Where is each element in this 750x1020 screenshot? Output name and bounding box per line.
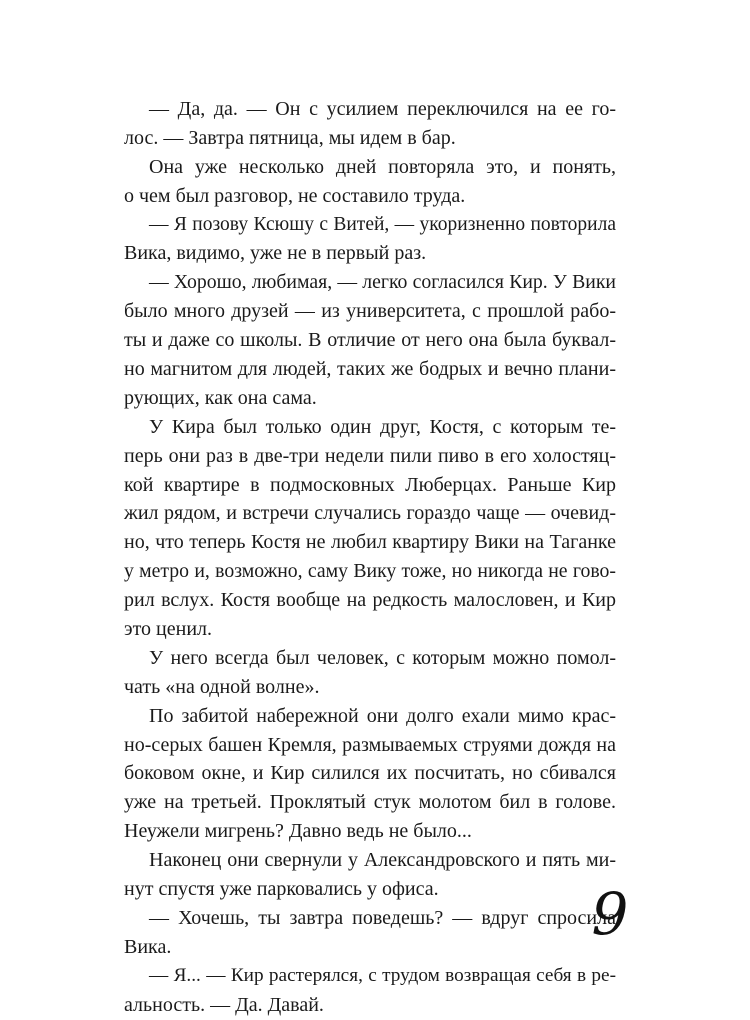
text-line: альность. — Да. Давай. — [124, 993, 324, 1016]
text-line: Вика. — [124, 935, 172, 958]
text-line: Наконец они свернули у Александровского и пять ми- — [149, 849, 616, 872]
text-line: было много друзей — из университета, с прошлой рабо- — [124, 300, 616, 323]
text-line: но магнитом для людей, таких же бодрых и вечно плани- — [124, 358, 616, 381]
text-line: нут спустя уже парковались у офиса. — [124, 878, 439, 901]
body-text — [124, 95, 616, 1020]
text-line: — Хочешь, ты завтра поведешь? — вдруг спросила — [149, 906, 616, 929]
text-line: — Я... — Кир растерялся, с трудом возвращая себя в ре- — [149, 964, 616, 986]
text-line: По забитой набережной они долго ехали мимо крас- — [149, 704, 616, 727]
text-line: У него всегда был человек, с которым можно помол- — [149, 646, 616, 669]
text-line: рил вслух. Костя вообще на редкость малословен, и Кир — [124, 589, 616, 612]
text-line: — Я позову Ксюшу с Витей, — укоризненно повторила — [149, 213, 616, 235]
text-line: у метро и, возможно, саму Вику тоже, но никогда не гово- — [124, 560, 616, 583]
text-line: жил рядом, и встречи случались гораздо чаще — очевид- — [124, 502, 616, 525]
text-line: но-серых башен Кремля, размываемых струями дождя на — [124, 733, 616, 756]
text-line: рующих, как она сама. — [124, 386, 317, 409]
page-number: 9 — [591, 880, 629, 948]
text-line: Неужели мигрень? Давно ведь не было... — [124, 820, 472, 843]
text-line: но, что теперь Костя не любил квартиру Вики на Таганке — [124, 531, 616, 554]
text-line: Вика, видимо, уже не в первый раз. — [124, 242, 427, 265]
text-line: это ценил. — [124, 618, 213, 641]
text-line: о чем был разговор, не составило труда. — [124, 184, 466, 207]
text-line: чать «на одной волне». — [124, 675, 320, 698]
text-line: лос. — Завтра пятница, мы идем в бар. — [124, 126, 456, 149]
text-line: — Да, да. — Он с усилием переключился на ее го- — [149, 98, 616, 120]
text-line: Она уже несколько дней повторяла это, и понять, — [149, 155, 616, 178]
text-line: уже на третьей. Проклятый стук молотом бил в голове. — [124, 791, 616, 814]
text-line: — Хорошо, любимая, — легко согласился Кир. У Вики — [149, 271, 616, 294]
text-line: боковом окне, и Кир силился их посчитать, но сбивался — [124, 762, 616, 785]
text-line: кой квартире в подмосковных Люберцах. Раньше Кир — [124, 473, 616, 496]
text-line: перь они раз в две-три недели пили пиво в его холостяц- — [124, 444, 616, 467]
text-line: ты и даже со школы. В отличие от него она была буквал- — [124, 329, 616, 352]
text-line: У Кира был только один друг, Костя, с которым те- — [149, 415, 616, 438]
